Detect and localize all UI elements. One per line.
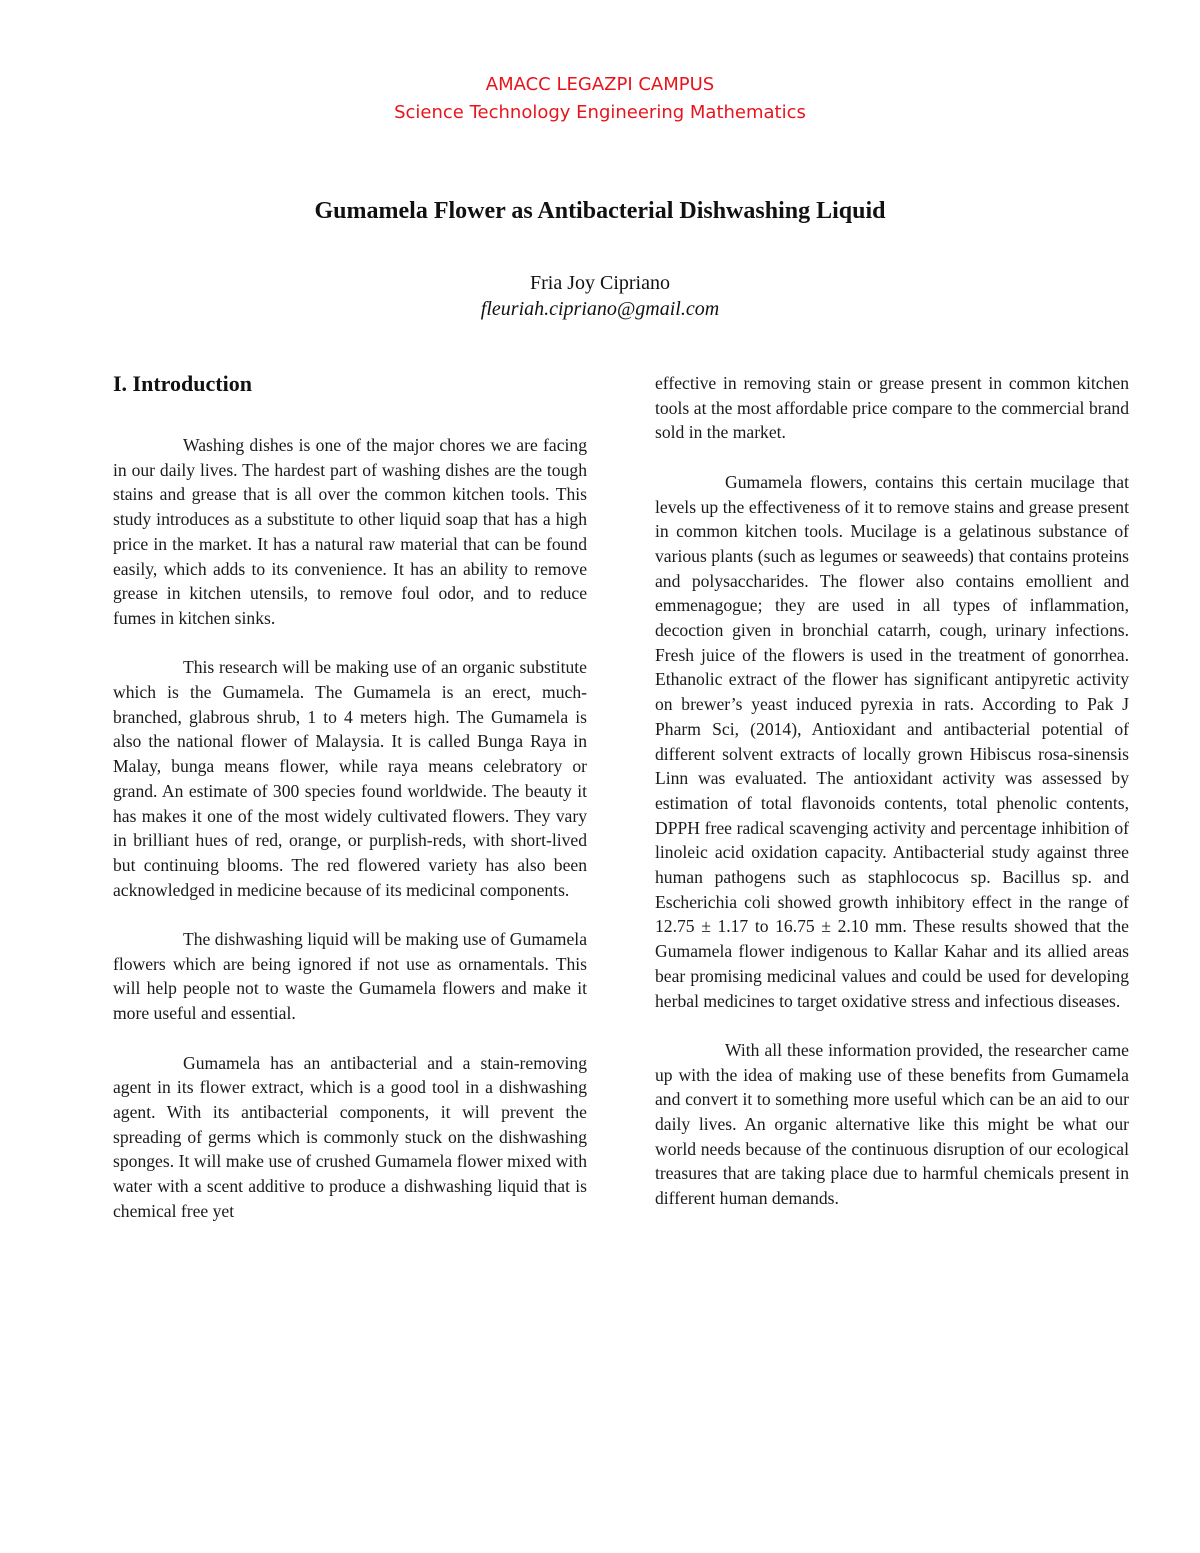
right-column [655,371,1129,1236]
author-name: Fria Joy Cipriano [530,272,670,294]
institution-name: AMACC LEGAZPI CAMPUS [485,74,715,95]
left-column [113,433,587,1248]
paragraph: The dishwashing liquid will be making use of Gumamela flowers which are being ignored if not use as ornamentals. This will help people not to waste the Gumamela flowers and make it more useful and essential. [113,929,587,1024]
paragraph-continuation: effective in removing stain or grease present in common kitchen tools at the most affordable price compare to the commercial brand sold in the market. [655,373,1129,443]
paper-title: Gumamela Flower as Antibacterial Dishwashing Liquid [314,198,886,224]
strand-name: Science Technology Engineering Mathematics [394,102,806,123]
paragraph: Gumamela has an antibacterial and a stain-removing agent in its flower extract, which is a good tool in a dishwashing agent. With its antibacterial components, it will prevent the spreading of germs which is commonly stuck on the dishwashing sponges. It will make use of crushed Gumamela flower mixed with water with a scent additive to produce a dishwashing liquid that is chemical free yet [113,1052,587,1221]
paragraph: Gumamela flowers, contains this certain mucilage that levels up the effectiveness of it to remove stains and grease present in common kitchen tools. Mucilage is a gelatinous substance of various plants (such as legumes or seaweeds) that contains proteins and polysaccharides. The flower also contains emollient and emmenagogue; they are used in all types of inflammation, decoction given in bronchial catarrh, cough, urinary infections. Fresh juice of the flowers is used in the treatment of gonorrhea. Ethanolic extract of the flower has significant antipyretic activity on brewer’s yeast induced pyrexia in rats. According to Pak J Pharm Sci, (2014), Antioxidant and antibacterial potential of different solvent extracts of locally grown Hibiscus rosa-sinensis Linn was evaluated. The antioxidant activity was assessed by estimation of total flavonoids contents, total phenolic contents, DPPH free radical scavenging activity and percentage inhibition of linoleic acid oxidation capacity. Antibacterial study against three human pathogens such as staphlococus sp. Bacillus sp. and Escherichia coli showed growth inhibitory effect in the range of 12.75 ± 1.17 to 16.75 ± 2.10 mm. These results showed that the Gumamela flower indigenous to Kallar Kahar and its allied areas bear promising medicinal values and could be used for developing herbal medicines to target oxidative stress and infectious diseases. [655,471,1129,1011]
paragraph: Washing dishes is one of the major chores we are facing in our daily lives. The hardest part of washing dishes are the tough stains and grease that is all over the common kitchen tools. This study introduces as a substitute to other liquid soap that has a high price in the market. It has a natural raw material that can be found easily, which adds to its convenience. It has an ability to remove grease in kitchen utensils, to remove foul odor, and to reduce fumes in kitchen sinks. [113,435,587,628]
section-heading: I. Introduction [113,371,252,396]
paragraph: With all these information provided, the researcher came up with the idea of making use of these benefits from Gumamela and convert it to something more useful which can be an aid to our daily lives. An organic alternative like this might be what our world needs because of the continuous disruption of our ecological treasures that are taking place due to harmful chemicals present in different human demands. [655,1039,1129,1209]
author-email: fleuriah.cipriano@gmail.com [480,298,720,320]
paragraph: This research will be making use of an organic substitute which is the Gumamela. The Gumamela is an erect, much-branched, glabrous shrub, 1 to 4 meters high. The Gumamela is also the national flower of Malaysia. It is called Bunga Raya in Malay, bunga means flower, while raya means celebratory or grand. An estimate of 300 species found worldwide. The beauty it has makes it one of the most widely cultivated flowers. They vary in brilliant hues of red, orange, or purplish-reds, with short-lived but continuing blooms. The red flowered variety has also been acknowledged in medicine because of its medicinal components. [113,657,587,900]
